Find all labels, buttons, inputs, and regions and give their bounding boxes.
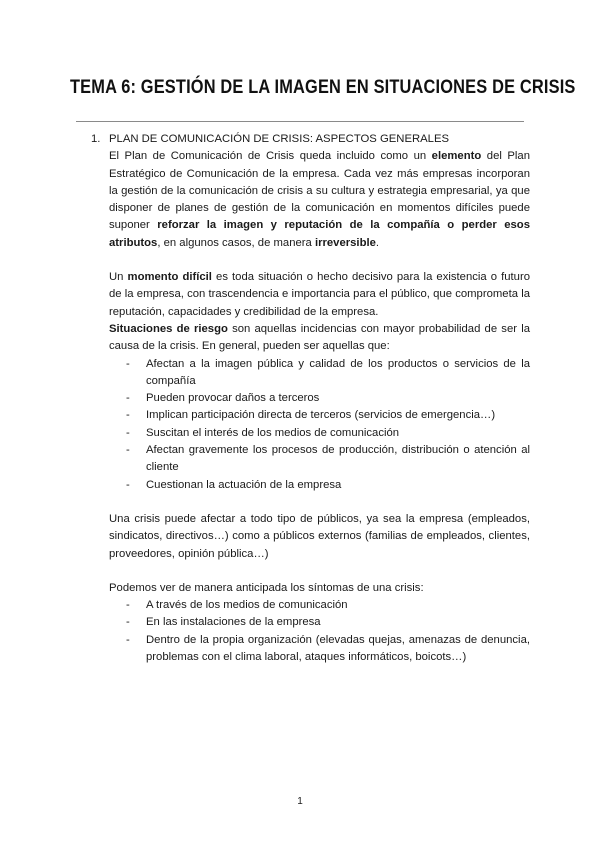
page-number: 1 [297, 796, 303, 807]
spacer [109, 252, 530, 269]
list-item [109, 356, 530, 391]
list-item [109, 407, 530, 424]
paragraph-plan-text-2: del Plan Estratégico de Comunicación de la empresa. Cada vez más empresas incorporan la gestión de la comunicación de crisis a su cultura y estrategia empresarial, ya que disponer de planes de gestión de la comunicación en momentos difíciles puede suponer [109, 150, 530, 232]
dash-bullet: - [126, 357, 130, 370]
paragraph-sintomas: Podemos ver de manera anticipada los síntomas de una crisis: [109, 581, 424, 594]
dash-bullet: - [126, 426, 130, 439]
paragraph-publicos: Una crisis puede afectar a todo tipo de públicos, ya sea la empresa (empleados, sindicatos, directivos…) como a públicos externos (familias de empleados, clientes, proveedores, opinión pública…) [109, 512, 530, 560]
spacer [109, 494, 530, 511]
list-item-text: Pueden provocar daños a terceros [146, 392, 320, 405]
section-number: 1. [91, 133, 101, 145]
paragraph-plan-bold-2: reforzar la imagen y reputación de la compañía o perder esos atributos [109, 219, 530, 249]
section-body [109, 148, 530, 666]
dash-bullet: - [126, 478, 130, 491]
list-item [109, 425, 530, 442]
list-item [109, 442, 530, 477]
list-item [109, 390, 530, 407]
list-item-text: Dentro de la propia organización (elevadas quejas, amenazas de denuncia, problemas con el clima laboral, ataques informáticos, boicots…) [146, 633, 530, 664]
dash-bullet: - [126, 409, 130, 422]
paragraph-plan-text-4: . [375, 236, 380, 249]
paragraph-momento-bold: momento difícil [127, 271, 212, 284]
list-item-text: Suscitan el interés de los medios de comunicación [146, 426, 400, 439]
dash-bullet: - [126, 633, 130, 646]
list-item [109, 614, 530, 631]
symptom-list [109, 597, 530, 666]
spacer [109, 563, 530, 580]
list-item [109, 597, 530, 614]
section-heading-text: PLAN DE COMUNICACIÓN DE CRISIS: ASPECTOS GENERALES [109, 133, 450, 145]
dash-bullet: - [126, 392, 130, 405]
list-item-text: Implican participación directa de terceros (servicios de emergencia…) [146, 409, 496, 422]
paragraph-riesgo [109, 321, 530, 356]
page-title: TEMA 6: GESTIÓN DE LA IMAGEN EN SITUACIONES DE CRISIS [70, 76, 576, 98]
paragraph-momento-text-1: Un [109, 271, 128, 284]
list-item-text: Cuestionan la actuación de la empresa [146, 478, 342, 491]
document-content [91, 131, 530, 666]
paragraph-riesgo-bold: Situaciones de riesgo [109, 322, 228, 335]
section-heading [91, 131, 530, 148]
dash-bullet: - [126, 444, 130, 457]
list-item [109, 632, 530, 667]
list-item-text: Afectan a la imagen pública y calidad de los productos o servicios de la compañía [146, 357, 530, 387]
paragraph-plan-bold-3: irreversible [314, 236, 376, 249]
paragraph-riesgo-text: son aquellas incidencias con mayor probabilidad de ser la causa de la crisis. En general, pueden ser aquellas que: [109, 322, 530, 353]
dash-bullet: - [126, 616, 130, 629]
paragraph-plan [109, 148, 530, 252]
list-item-text: A través de los medios de comunicación [146, 599, 348, 612]
paragraph-plan-text-1: El Plan de Comunicación de Crisis queda incluido como un [109, 150, 432, 163]
list-item [109, 477, 530, 494]
title-divider [76, 121, 524, 122]
list-item-text: Afectan gravemente los procesos de producción, distribución o atención al cliente [146, 444, 530, 474]
dash-bullet: - [126, 599, 130, 612]
list-item-text: En las instalaciones de la empresa [146, 616, 321, 629]
paragraph-momento [109, 269, 530, 321]
paragraph-momento-text-2: es toda situación o hecho decisivo para la existencia o futuro de la empresa, con trascendencia e importancia para el público, que comprometa la reputación, capacidades y credibilidad de la empresa. [109, 271, 530, 318]
paragraph-plan-text-3: , en algunos casos, de manera [157, 236, 315, 249]
risk-list [109, 356, 530, 494]
paragraph-plan-bold-1: elemento [431, 150, 482, 163]
